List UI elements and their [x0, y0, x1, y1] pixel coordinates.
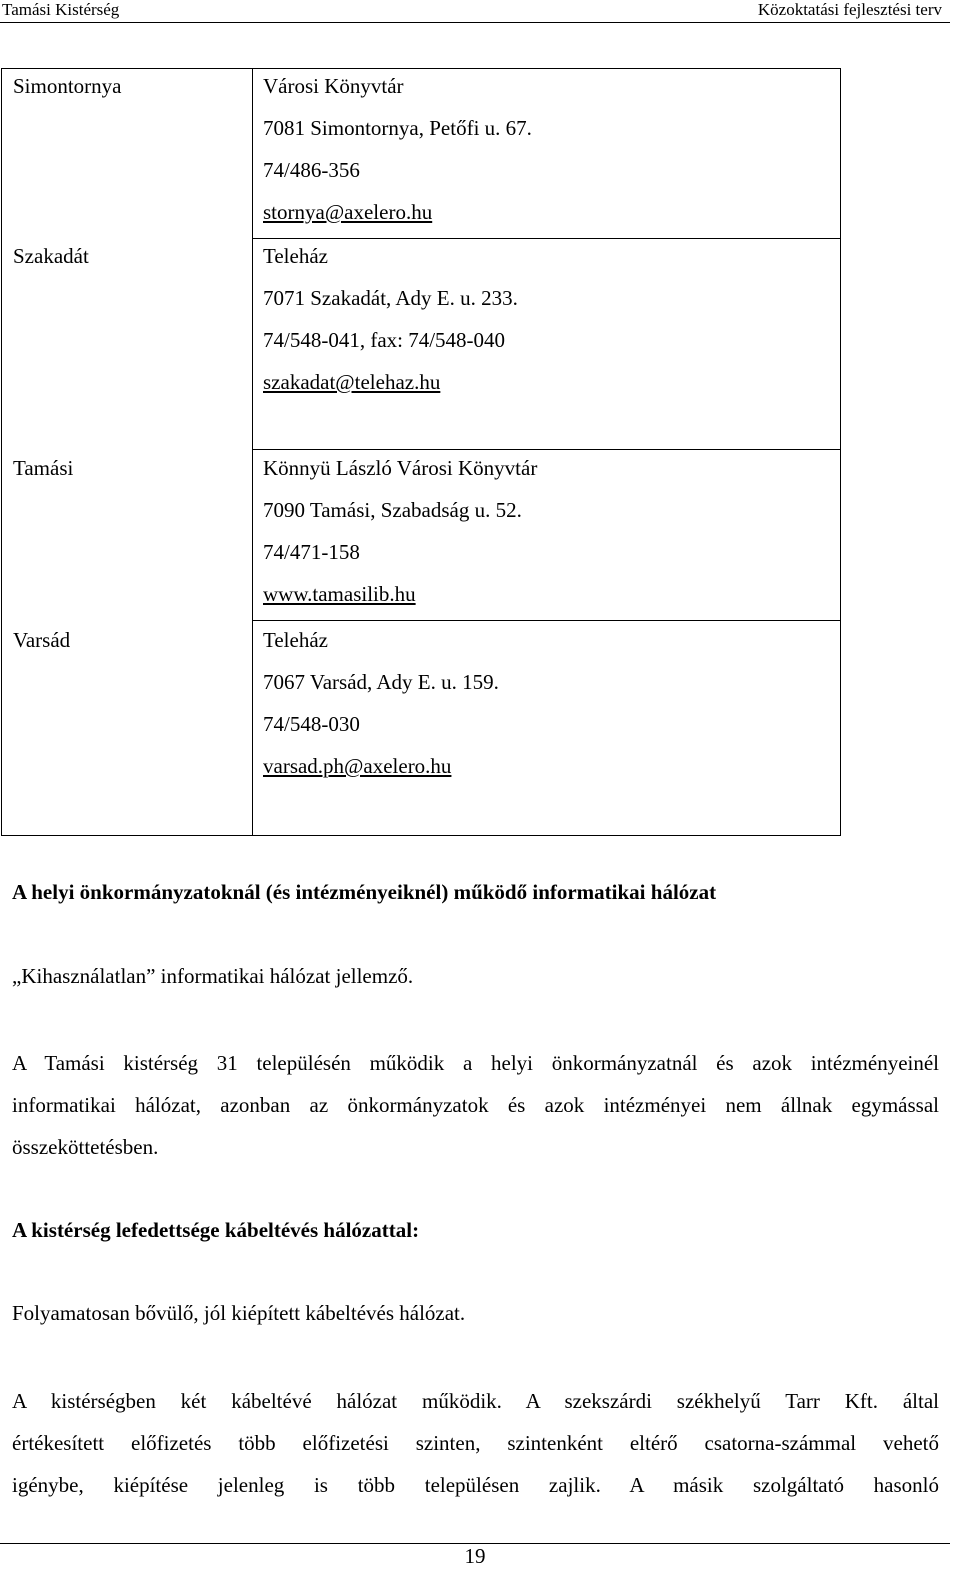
quote-text: „Kihasználatlan” informatikai hálózat jellemző.: [12, 964, 414, 988]
table-cell-info: [263, 447, 537, 615]
info-line-email-link[interactable]: szakadat@telehaz.hu: [263, 370, 441, 394]
info-line-address: 7081 Simontornya, Petőfi u. 67.: [263, 116, 532, 140]
info-line-email-link[interactable]: stornya@axelero.hu: [263, 200, 433, 224]
info-line-address: 7071 Szakadát, Ady E. u. 233.: [263, 286, 518, 310]
info-line-web-link[interactable]: www.tamasilib.hu: [263, 582, 416, 606]
paragraph-cable-detail: [12, 1380, 939, 1506]
header-right-title: Közoktatási fejlesztési terv: [757, 0, 942, 19]
info-line-phone: 74/486-356: [263, 158, 360, 182]
header-left-title: Tamási Kistérség: [2, 0, 120, 19]
paragraph-line: A kistérségben két kábeltévé hálózat működik. A szekszárdi székhelyű Tarr Kft. által: [12, 1389, 939, 1413]
page-header: [0, 0, 950, 23]
info-line-phone: 74/548-030: [263, 712, 360, 736]
info-line-email-link[interactable]: varsad.ph@axelero.hu: [263, 754, 452, 778]
table-cell-place: Simontornya: [13, 74, 122, 98]
info-line-address: 7090 Tamási, Szabadság u. 52.: [263, 498, 522, 522]
section-heading-cable: A kistérség lefedettsége kábeltévés hálózattal:: [12, 1218, 420, 1242]
table-cell-place: Tamási: [13, 456, 74, 480]
table-cell-place: Szakadát: [13, 244, 89, 268]
table-cell-place: Varsád: [13, 628, 71, 652]
table-column-divider: [252, 69, 253, 835]
info-line-name: Teleház: [263, 244, 328, 268]
table-cell-info: [263, 65, 532, 233]
paragraph-line: összeköttetésben.: [12, 1135, 159, 1159]
info-line-name: Teleház: [263, 628, 328, 652]
info-line-phone: 74/548-041, fax: 74/548-040: [263, 328, 506, 352]
info-line-name: Városi Könyvtár: [263, 74, 404, 98]
info-line-address: 7067 Varsád, Ady E. u. 159.: [263, 670, 499, 694]
paragraph-line: A Tamási kistérség 31 településén működik a helyi önkormányzatnál és azok intézményeinél: [12, 1051, 939, 1075]
page-number: 19: [464, 1544, 486, 1568]
paragraph-network: [12, 1042, 939, 1168]
paragraph-line: értékesített előfizetés több előfizetési szinten, szintenként eltérő csatorna-számmal vehető: [12, 1431, 939, 1455]
paragraph-line: informatikai hálózat, azonban az önkormányzatok és azok intézményei nem állnak egymással: [12, 1093, 939, 1117]
info-line-name: Könnyü László Városi Könyvtár: [263, 456, 538, 480]
paragraph-cable-intro: Folyamatosan bővülő, jól kiépített kábeltévés hálózat.: [12, 1301, 466, 1325]
paragraph-line: igénybe, kiépítése jelenleg is több településen zajlik. A másik szolgáltató hasonló: [12, 1473, 939, 1497]
library-contacts-table: [1, 68, 841, 836]
info-line-phone: 74/471-158: [263, 540, 360, 564]
table-cell-info: [263, 619, 499, 787]
section-heading-network: A helyi önkormányzatoknál (és intézményeiknél) működő informatikai hálózat: [12, 880, 717, 904]
table-cell-info: [263, 235, 518, 403]
